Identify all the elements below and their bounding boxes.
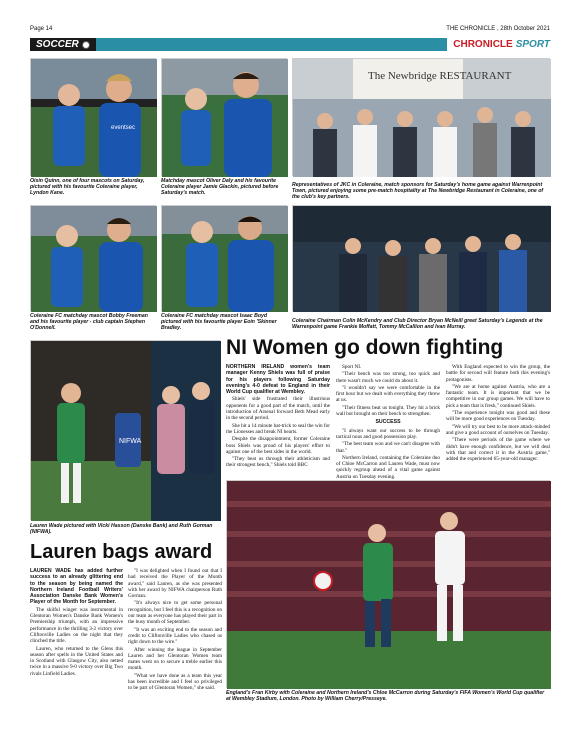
photo-chairman-legends [292,205,550,311]
paragraph: She hit a 14 minute hat-trick to seal the win for the Lionesses and break NI hearts. [226,422,330,435]
paragraph: With England expected to win the group, the battle for second will feature both this evening's protagonists. [446,364,550,383]
article-lauren-col2 [128,568,222,698]
article-ni-women-col3 [446,364,550,476]
page-number: Page 14 [30,26,53,32]
paragraph: "The best team won and we can't disagree with that." [336,441,440,454]
football-icon [82,41,90,49]
photo-mascot-isaac [161,205,287,311]
subheading: SUCCESS [375,419,401,426]
paragraph: The skilful winger was instrumental in Glentoran Women's Danske Bank Women's Premiership triumph, with an impressive performance in the thrilling 3-2 victory over Cliftonville Ladies on the night that they clinched the title. [30,606,123,645]
paragraph: NORTHERN IRELAND women's team manager Kenny Shiels was full of praise for his players following Saturday evening's 4-0 defeat to England in their World Cup qualifier at Wembley. [226,364,330,396]
paragraph: "It's always nice to get some personal recognition, but I feel this is a recognition on our team as everyone has played their part in the busy month of September. [128,600,222,626]
paragraph: "Their bench was too strong, too quick and there wasn't much we could do about it. [336,371,440,384]
masthead: THE CHRONICLE , 28th October 2021 [446,26,550,32]
paragraph: "I wouldn't say we were comfortable in the first hour but we dealt with everything they threw at us. [336,384,440,404]
paragraph: "We will try our best to be more attack-minded and give a good account of ourselves on Tuesday. [446,423,550,436]
paragraph: "Their fitness beat us tonight. They hit a brick wall but brought on their bench to strengthen. [336,404,440,418]
restaurant-sign-text: The Newbridge RESTAURANT [368,70,512,82]
banner-bar [96,38,447,51]
caption-bobby: Coleraine FC matchday mascot Bobby Freeman and his favourite player - club captain Stephen O'Donnell. [30,313,148,332]
paragraph: "They beat us through their athleticism and their strongest bench," Shiels told BBC [226,456,330,469]
paragraph: Northern Ireland, containing the Coleraine duo of Chloe McCarron and Lauren Wade, must now quickly regroup ahead of a vital game against Austria on Tuesday evening. [336,454,440,480]
caption-oliver: Matchday mascot Oliver Daly and his favourite Coleraine player Jamie Glackin, pictured before Saturday's match. [161,178,279,197]
photo-lauren-award [30,340,220,520]
article-ni-women-col1 [226,364,330,476]
headline-lauren: Lauren bags award [30,541,213,563]
photo-mascot-oisin [30,58,156,176]
headline-ni-women: NI Women go down fighting [226,336,504,359]
caption-isaac: Coleraine FC matchday mascot Isaac Boyd pictured with his favourite player Eoin 'Skinner Bradley. [161,313,277,332]
caption-jkc: Representatives of JKC in Coleraine, match sponsors for Saturday's home game against Warrenpoint Town, pictured enjoying some pre-match hospitality at The Newbridge Restaurant in Coleraine, one of the club's key partners. [292,182,544,201]
paragraph: "I was delighted when I found out that I had received the Player of the Month award," said Lauren, as she was presented with her award by NIFWA chairperson Ruth Gorman. [128,568,222,600]
section-label: SOCCER [30,38,96,51]
brand-logo: CHRONICLE SPORT [453,39,550,50]
photo-mascot-bobby [30,205,156,311]
article-ni-women-col2 [336,364,440,480]
award-banner-text: NIFWA [119,438,142,445]
paragraph: Sport NI. [342,364,362,370]
caption-legends: Coleraine Chairman Colin McKendry and Club Director Bryan McNeill greet Saturday's Legends at the Warrenpoint game Frankie Moffatt, Tommy McCallion and Ivan Murray. [292,318,543,331]
caption-lauren: Lauren Wade pictured with Vicki Hasson (Danske Bank) and Ruth Gorman (NIFWA). [30,523,213,536]
paragraph: Lauren, who returned to the Glens this season after spells in the United States and in Scotland with Glasgow City, also netted twice in a massive 9-0 victory over Big Two rivals Linfield Ladies. [30,645,123,677]
paragraph: "We are at home against Austria, who are a fantastic team. It is important that we be competitive in our group games. We will have to pick a team that is fresh," continued Shiels. [446,383,550,409]
caption-wembley: England's Fran Kirby with Coleraine and Northern Ireland's Chloe McCarron during Saturday's FIFA Women's World Cup qualifier at Wembley Stadium, London. Photo by William Cherry/Presseye. [226,690,545,703]
paragraph: "It was an exciting end to the season and credit to Cliftonville Ladies who chased us right down to the wire." [128,626,222,646]
paragraph: "What we have done as a team this year has been incredible and I feel so privileged to be part of Glentoran Women," she said. [128,672,222,692]
shirt-sponsor-text: eventsec [111,125,136,131]
paragraph: "I always want our success to be through tactical nous and good possession play. [336,427,440,440]
article-lauren-col1 [30,568,123,698]
paragraph: "There were periods of the game where we didn't have enough confidence, but we will deal with that and correct it in the Austria game," added the experienced 65-year-old manager. [446,437,550,463]
paragraph: Shiels' side frustrated their illustrious opponents for a good part of the match, until the introduction of Arsenal forward Beth Mead early in the second period. [226,396,330,422]
paragraph: LAUREN WADE has added further success to an already glittering end to the season by being named the Northern Ireland Football Writers' Association Danske Bank Women's Player of the Month for September. [30,568,123,606]
section-banner [30,38,550,51]
paragraph: "The experience tonight was good and these will be more good experiences on Tuesday. [446,410,550,423]
photo-mascot-oliver [161,58,287,176]
photo-wembley-match [226,480,550,688]
page-header [30,26,550,36]
photo-jkc-sponsors [292,58,550,176]
paragraph: After winning the league in September Lauren and her Glentoran Women team mates went on to secure a treble earlier this month. [128,646,222,672]
caption-oisin: Oisin Quinn, one of four mascots on Saturday, pictured with his favourite Coleraine player, Lyndon Kane. [30,178,145,197]
paragraph: Despite the disappointment, former Coleraine boss Shiels was proud of his players' effort to against one of the best sides in the world. [226,436,330,455]
